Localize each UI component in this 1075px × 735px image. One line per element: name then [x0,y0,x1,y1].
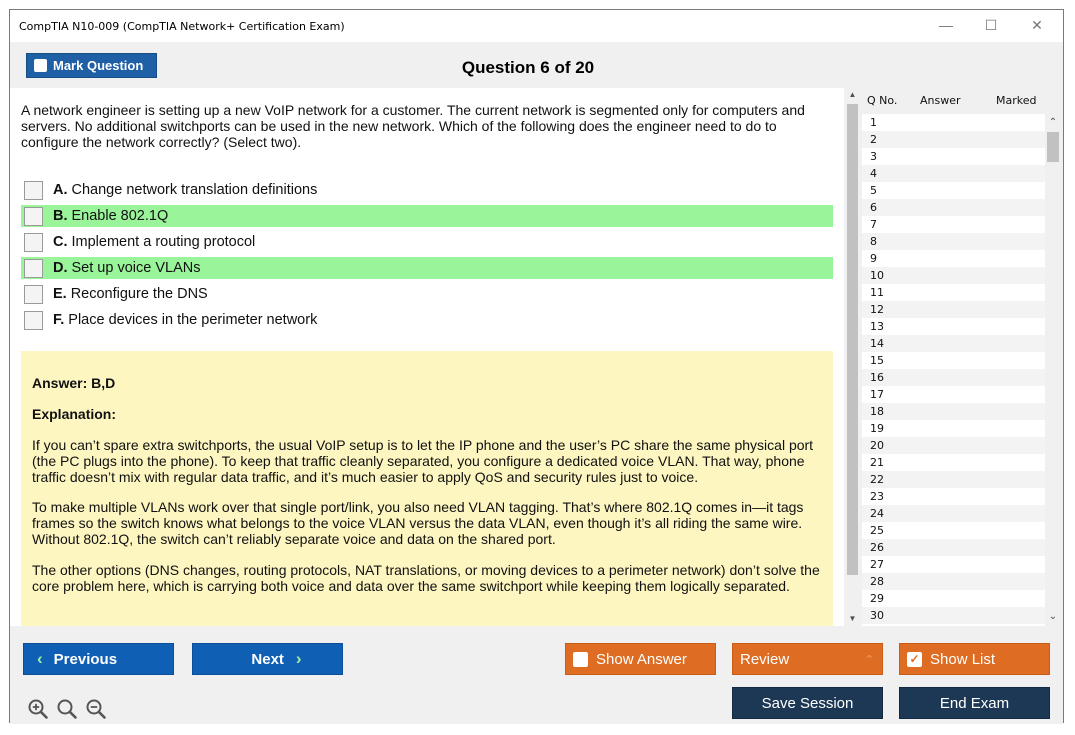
zoom-in-icon[interactable] [27,698,49,720]
question-list-row[interactable]: 20 [862,437,1045,454]
question-list-row[interactable]: 8 [862,233,1045,250]
option-text: Reconfigure the DNS [70,286,208,302]
window-title: CompTIA N10-009 (CompTIA Network+ Certification Exam) [19,20,345,33]
option-checkbox[interactable] [24,285,43,304]
option-letter: A. [53,182,68,198]
option-text: Set up voice VLANs [71,260,201,276]
question-list-row[interactable]: 28 [862,573,1045,590]
footer-toolbar [10,626,1063,724]
list-scroll-up-icon[interactable]: ⌃ [1048,117,1058,128]
question-scrollbar[interactable] [845,88,860,626]
question-list-row[interactable]: 11 [870,286,884,299]
question-list-row[interactable]: 29 [870,592,884,605]
question-list-panel [862,88,1061,626]
review-button[interactable] [732,643,883,675]
scroll-down-icon[interactable]: ▼ [848,614,857,623]
question-list-row[interactable]: 7 [870,218,877,231]
option-letter: F. [53,312,65,328]
chevron-left-icon: ‹ [37,649,43,668]
previous-button[interactable] [23,643,174,675]
answer-explanation-panel [21,351,833,641]
column-qno: Q No. [867,94,898,107]
question-list-row[interactable]: 21 [870,456,884,469]
chevron-right-icon: › [295,649,302,668]
show-answer-label: Show Answer [596,650,687,668]
list-scroll-thumb[interactable] [1047,132,1059,162]
question-list-row[interactable]: 5 [870,184,877,197]
question-list-row[interactable]: 25 [870,524,884,537]
option-b[interactable] [21,205,833,227]
question-list-row[interactable]: 9 [870,252,877,265]
question-list-row[interactable]: 10 [862,267,1045,284]
option-text: Place devices in the perimeter network [68,312,318,328]
question-list-row[interactable]: 30 [862,607,1045,624]
option-checkbox[interactable] [24,259,43,278]
option-checkbox[interactable] [24,207,43,226]
explanation-label: Explanation: [32,406,117,422]
chevron-up-icon: ⌃ [864,653,874,666]
question-list-row[interactable]: 24 [862,505,1045,522]
question-list-row[interactable]: 6 [862,199,1045,216]
option-checkbox[interactable] [24,181,43,200]
question-pane [10,88,844,626]
option-checkbox[interactable] [24,233,43,252]
title-bar [10,10,1063,42]
question-list [862,114,1045,626]
next-button[interactable] [192,643,343,675]
question-list-row[interactable]: 13 [870,320,884,333]
question-list-row[interactable]: 12 [862,301,1045,318]
question-list-row[interactable]: 27 [870,558,884,571]
scroll-thumb[interactable] [847,104,858,575]
review-label: Review [740,650,790,668]
question-list-row[interactable]: 14 [862,335,1045,352]
show-list-button[interactable] [899,643,1050,675]
column-marked: Marked [996,94,1037,107]
question-list-row[interactable]: 18 [862,403,1045,420]
zoom-out-icon[interactable] [85,698,107,720]
question-list-row[interactable]: 3 [870,150,877,163]
mark-question-label: Mark Question [53,58,144,73]
answer-line: Answer: B,D [32,375,116,391]
explanation-paragraph: To make multiple VLANs work over that single port/link, you also need VLAN tagging. That’s where 802.1Q comes in—it tags frames so the switch knows what belongs to the voice VLAN versus the data VLAN, even though it’s all riding the same wire. Without 802.1Q, the switch can’t reliably separate voice and data on the shared port. [32,499,804,547]
option-e[interactable] [21,283,833,305]
question-list-header [862,88,1061,114]
column-answer: Answer [920,94,961,107]
question-list-row[interactable]: 22 [862,471,1045,488]
minimize-button[interactable]: — [939,17,953,33]
question-list-row[interactable]: 19 [870,422,884,435]
next-label: Next [251,650,284,668]
option-text: Change network translation definitions [71,182,318,198]
show-list-label: Show List [930,650,996,668]
scroll-up-icon[interactable]: ▲ [848,90,857,99]
save-session-button[interactable]: Save Session [732,687,883,719]
question-list-scrollbar[interactable] [1045,114,1061,626]
option-letter: C. [53,234,68,250]
question-list-row[interactable]: 2 [862,131,1045,148]
option-letter: E. [53,286,67,302]
maximize-button[interactable]: ☐ [984,16,998,33]
question-list-row[interactable]: 4 [862,165,1045,182]
question-list-row[interactable]: 1 [870,116,877,129]
question-header [10,42,1063,88]
option-text: Enable 802.1Q [71,208,169,224]
question-text: A network engineer is setting up a new VoIP network for a customer. The current network is segmented only for computers and servers. No additional switchports can be used in the new network. Which of the following does the engineer need to do to configure the network correctly? (Select two). [21,102,805,150]
option-checkbox[interactable] [24,311,43,330]
show-answer-checkbox-icon [573,652,588,667]
explanation-paragraph: If you can’t spare extra switchports, the usual VoIP setup is to let the IP phone and the user’s PC share the same physical port (the PC plugs into the phone). To keep that traffic cleanly separated, you configure a dedicated voice VLAN. That way, phone traffic doesn’t mix with regular data traffic, and it’s much easier to apply QoS and security rules just to voice. [32,437,814,485]
option-c[interactable] [21,231,833,253]
explanation-paragraph: The other options (DNS changes, routing protocols, NAT translations, or moving devices to a perimeter network) don’t solve the core problem here, which is carrying both voice and data over the same switchport while keeping them logically separated. [32,562,820,594]
question-list-row[interactable]: 23 [870,490,884,503]
close-button[interactable]: ✕ [1031,16,1043,33]
list-scroll-down-icon[interactable]: ⌄ [1048,611,1058,622]
show-answer-button[interactable] [565,643,716,675]
question-list-row[interactable]: 26 [862,539,1045,556]
previous-label: Previous [53,650,118,668]
question-title: Question 6 of 20 [461,58,595,77]
option-text: Implement a routing protocol [71,234,256,250]
option-f[interactable] [21,309,833,331]
zoom-reset-icon[interactable] [56,698,78,720]
exam-window [9,9,1064,723]
question-list-row[interactable]: 16 [862,369,1045,386]
option-d[interactable] [21,257,833,279]
option-a[interactable] [21,179,833,201]
question-list-row[interactable]: 17 [870,388,884,401]
question-list-row[interactable]: 15 [870,354,884,367]
option-letter: B. [53,208,68,224]
option-letter: D. [53,260,68,276]
checkmark-icon: ✓ [907,652,922,667]
end-exam-button[interactable]: End Exam [899,687,1050,719]
